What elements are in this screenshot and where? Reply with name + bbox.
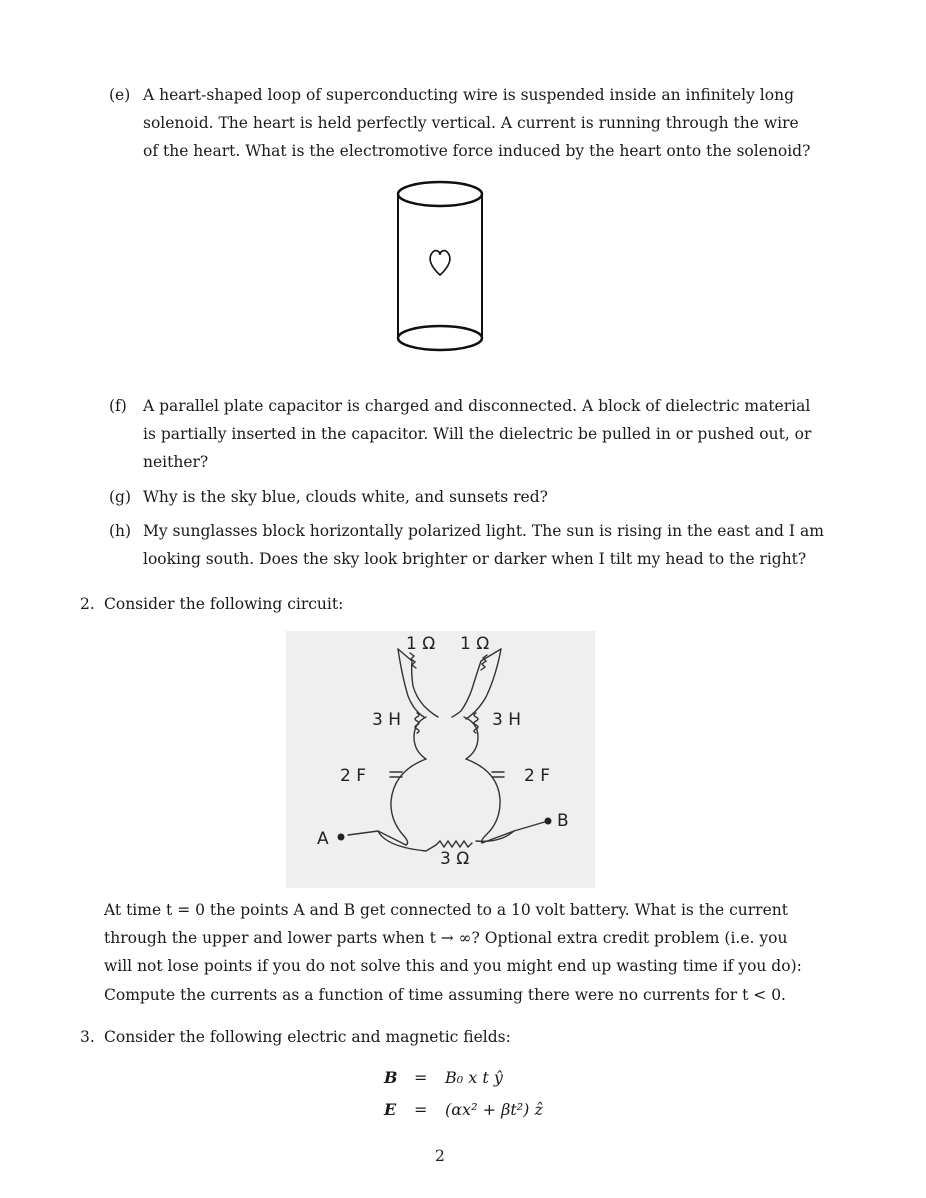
equation-b-lhs: B — [384, 1068, 398, 1087]
item-label-h: (h) — [109, 522, 132, 540]
problem-f-line-1: A parallel plate capacitor is charged and disconnected. A block of dielectric material — [143, 397, 811, 415]
item-label-e: (e) — [109, 86, 131, 104]
problem-e-line-1: A heart-shaped loop of superconducting wire is suspended inside an infinitely long — [143, 86, 794, 104]
item-label-g: (g) — [109, 488, 132, 506]
node-b-label: B — [557, 811, 569, 831]
problem-2-line-4: Compute the currents as a function of time assuming there were no currents for t < 0. — [104, 986, 786, 1004]
problem-3-number: 3. — [80, 1028, 95, 1046]
node-a-label: A — [317, 829, 329, 849]
equation-b-rhs: B₀ x t ŷ — [445, 1068, 503, 1087]
equation-b-equals: = — [414, 1068, 428, 1087]
problem-2-line-1: At time t = 0 the points A and B get connected to a 10 volt battery. What is the current — [104, 901, 788, 919]
problem-2-intro: Consider the following circuit: — [104, 595, 344, 613]
problem-f-line-2: is partially inserted in the capacitor. Will the dielectric be pulled in or pushed out, or — [143, 425, 812, 443]
problem-2-line-2: through the upper and lower parts when t → ∞? Optional extra credit problem (i.e. you — [104, 929, 788, 947]
capacitor-left-label: 2 F — [340, 766, 366, 786]
problem-e-line-3: of the heart. What is the electromotive force induced by the heart onto the solenoid? — [143, 142, 811, 160]
item-label-f: (f) — [109, 397, 127, 415]
equation-e-equals: = — [414, 1100, 428, 1119]
problem-h-line-2: looking south. Does the sky look brighter or darker when I tilt my head to the right? — [143, 550, 807, 568]
bunny-circuit-photo — [286, 631, 595, 888]
resistor-right-label: 1 Ω — [460, 634, 490, 654]
problem-2-number: 2. — [80, 595, 95, 613]
problem-2-line-3: will not lose points if you do not solve this and you might end up wasting time if you do): — [104, 957, 802, 975]
problem-3-intro: Consider the following electric and magnetic fields: — [104, 1028, 511, 1046]
equation-e-lhs: E — [384, 1100, 397, 1119]
resistor-bottom-label: 3 Ω — [440, 849, 470, 869]
problem-e-line-2: solenoid. The heart is held perfectly vertical. A current is running through the wire — [143, 114, 799, 132]
resistor-left-label: 1 Ω — [406, 634, 436, 654]
solenoid-figure — [390, 178, 490, 358]
inductor-right-label: 3 H — [492, 710, 522, 730]
capacitor-right-label: 2 F — [524, 766, 550, 786]
page-number: 2 — [435, 1147, 445, 1165]
bunny-circuit-drawing — [286, 631, 595, 888]
heart-icon — [430, 251, 450, 275]
equation-e-rhs: (αx² + βt²) ẑ — [445, 1100, 543, 1119]
inductor-left-label: 3 H — [372, 710, 402, 730]
problem-g-line-1: Why is the sky blue, clouds white, and sunsets red? — [143, 488, 548, 506]
problem-f-line-3: neither? — [143, 453, 209, 471]
problem-h-line-1: My sunglasses block horizontally polarized light. The sun is rising in the east and I am — [143, 522, 824, 540]
